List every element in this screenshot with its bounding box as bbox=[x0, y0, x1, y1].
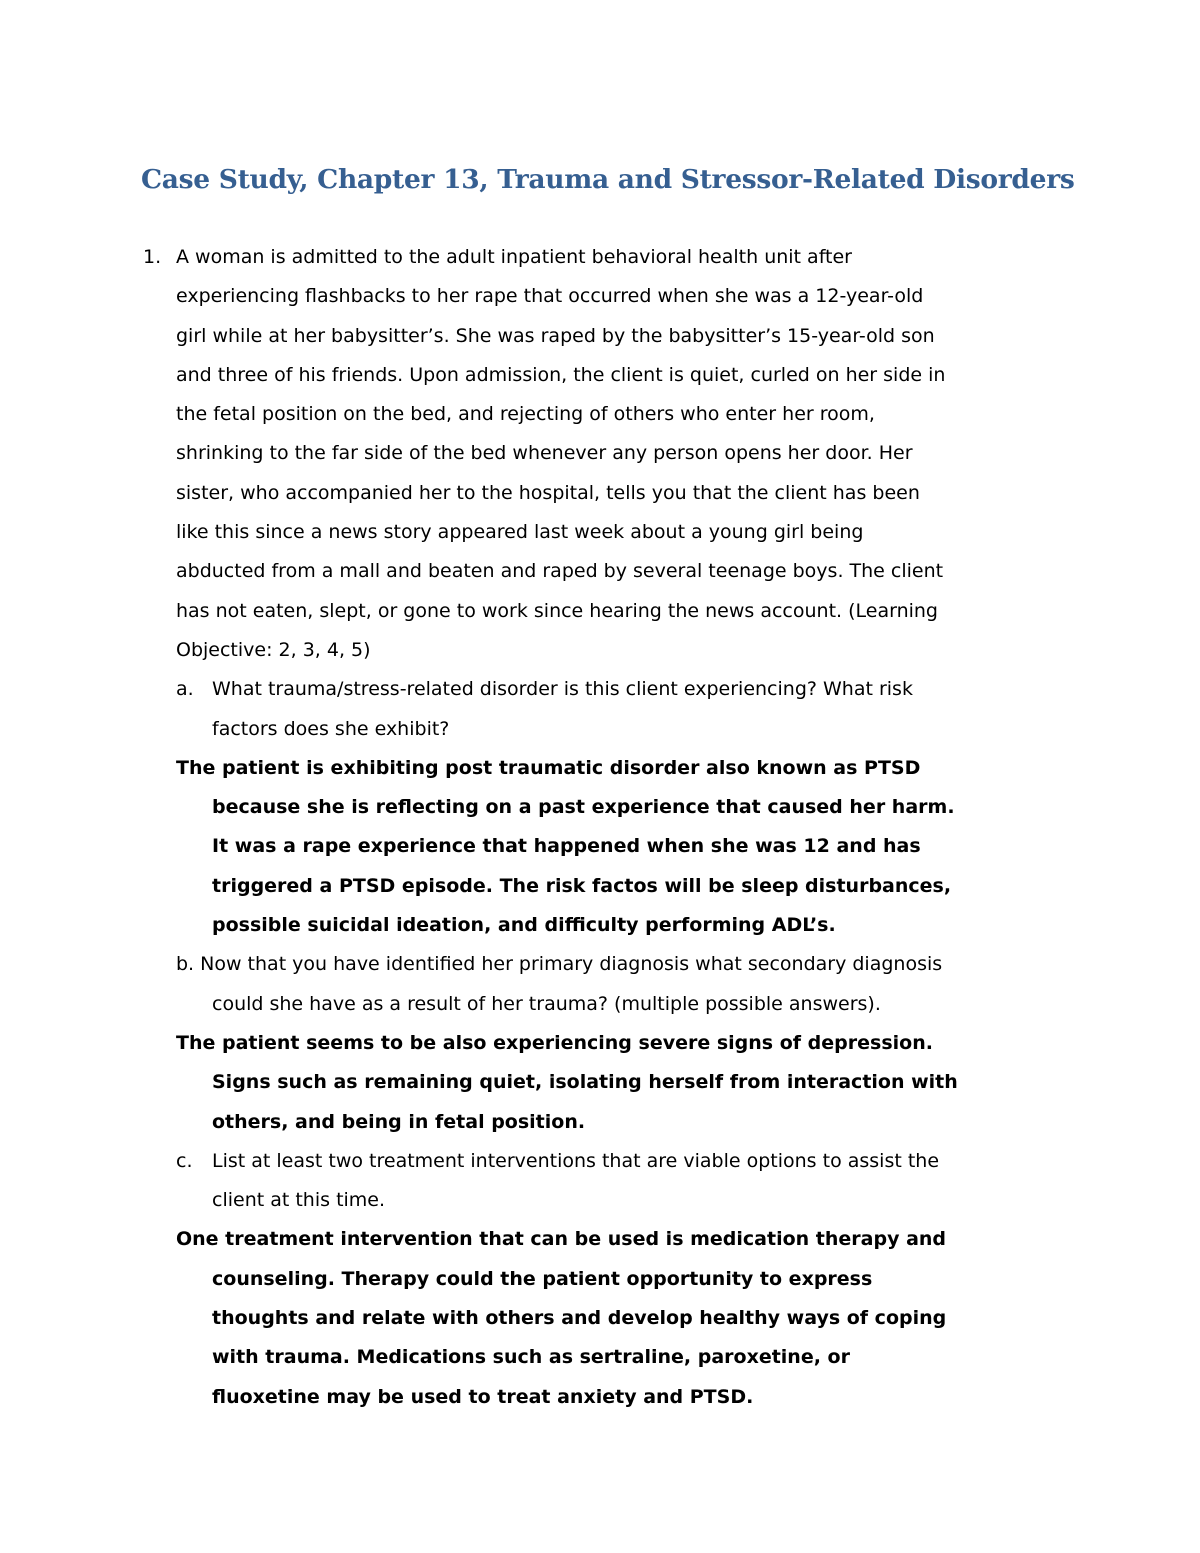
line-text: Signs such as remaining quiet, isolating herself from interaction with bbox=[212, 1071, 958, 1094]
line-text: like this since a news story appeared last week about a young girl being bbox=[176, 521, 864, 544]
page-title: Case Study, Chapter 13, Trauma and Stressor-Related Disorders bbox=[141, 164, 1075, 195]
line-text: fluoxetine may be used to treat anxiety and PTSD. bbox=[212, 1385, 754, 1408]
question-line bbox=[0, 238, 1200, 277]
question-block bbox=[0, 238, 1200, 670]
line-text: The patient seems to be also experiencing severe signs of depression. bbox=[176, 1031, 933, 1054]
line-text: the fetal position on the bed, and rejecting of others who enter her room, bbox=[176, 403, 875, 426]
question-line bbox=[0, 356, 1200, 395]
line-text: It was a rape experience that happened when she was 12 and has bbox=[212, 835, 921, 858]
line-text: client at this time. bbox=[212, 1189, 386, 1212]
question-line bbox=[0, 592, 1200, 631]
line-text: thoughts and relate with others and develop healthy ways of coping bbox=[212, 1307, 947, 1330]
line-text: What trauma/stress-related disorder is this client experiencing? What risk bbox=[212, 678, 913, 701]
sub-question-line bbox=[0, 710, 1200, 749]
answer-block bbox=[0, 1220, 1200, 1416]
line-text: counseling. Therapy could the patient opportunity to express bbox=[212, 1267, 873, 1290]
question-line bbox=[0, 474, 1200, 513]
line-text: and three of his friends. Upon admission, the client is quiet, curled on her side in bbox=[176, 363, 946, 386]
line-text: has not eaten, slept, or gone to work since hearing the news account. (Learning bbox=[176, 599, 938, 622]
answer-line bbox=[0, 1024, 1200, 1063]
list-marker: 1. bbox=[143, 246, 162, 268]
sub-question-block bbox=[0, 670, 1200, 749]
line-text: b. Now that you have identified her primary diagnosis what secondary diagnosis bbox=[176, 953, 943, 976]
line-text: The patient is exhibiting post traumatic disorder also known as PTSD bbox=[176, 756, 921, 779]
line-text: abducted from a mall and beaten and raped by several teenage boys. The client bbox=[176, 560, 944, 583]
question-line bbox=[0, 317, 1200, 356]
line-text: factors does she exhibit? bbox=[212, 717, 450, 740]
answer-line bbox=[0, 827, 1200, 866]
list-marker: c. bbox=[176, 1149, 193, 1172]
answer-line bbox=[0, 1378, 1200, 1417]
line-text: A woman is admitted to the adult inpatient behavioral health unit after bbox=[176, 246, 852, 268]
answer-line bbox=[0, 749, 1200, 788]
answer-line bbox=[0, 906, 1200, 945]
line-text: sister, who accompanied her to the hospital, tells you that the client has been bbox=[176, 481, 920, 504]
sub-question-line bbox=[0, 1142, 1200, 1181]
sub-question-line bbox=[0, 945, 1200, 984]
answer-block bbox=[0, 1024, 1200, 1142]
answer-line bbox=[0, 1103, 1200, 1142]
document-body bbox=[0, 238, 1200, 1417]
question-line bbox=[0, 434, 1200, 473]
line-text: triggered a PTSD episode. The risk factos will be sleep disturbances, bbox=[212, 874, 952, 897]
line-text: with trauma. Medications such as sertraline, paroxetine, or bbox=[212, 1346, 850, 1369]
line-text: could she have as a result of her trauma? (multiple possible answers). bbox=[212, 992, 881, 1015]
line-text: One treatment intervention that can be used is medication therapy and bbox=[176, 1228, 947, 1251]
sub-question-block bbox=[0, 1142, 1200, 1221]
line-text: girl while at her babysitter’s. She was raped by the babysitter’s 15-year-old son bbox=[176, 324, 935, 347]
sub-question-line bbox=[0, 985, 1200, 1024]
question-line bbox=[0, 513, 1200, 552]
answer-line bbox=[0, 1299, 1200, 1338]
line-text: because she is reflecting on a past experience that caused her harm. bbox=[212, 796, 955, 819]
line-text: shrinking to the far side of the bed whenever any person opens her door. Her bbox=[176, 442, 913, 465]
line-text: Objective: 2, 3, 4, 5) bbox=[176, 638, 371, 661]
question-line bbox=[0, 395, 1200, 434]
list-marker: a. bbox=[176, 678, 194, 701]
answer-line bbox=[0, 1260, 1200, 1299]
question-line bbox=[0, 552, 1200, 591]
question-line bbox=[0, 631, 1200, 670]
answer-line bbox=[0, 1063, 1200, 1102]
answer-line bbox=[0, 867, 1200, 906]
line-text: possible suicidal ideation, and difficulty performing ADL’s. bbox=[212, 914, 836, 937]
answer-line bbox=[0, 788, 1200, 827]
answer-line bbox=[0, 1338, 1200, 1377]
sub-question-line bbox=[0, 1181, 1200, 1220]
line-text: others, and being in fetal position. bbox=[212, 1110, 586, 1133]
sub-question-line bbox=[0, 670, 1200, 709]
line-text: List at least two treatment interventions that are viable options to assist the bbox=[212, 1149, 940, 1172]
sub-question-block bbox=[0, 945, 1200, 1024]
answer-line bbox=[0, 1220, 1200, 1259]
question-line bbox=[0, 277, 1200, 316]
answer-block bbox=[0, 749, 1200, 945]
line-text: experiencing flashbacks to her rape that occurred when she was a 12-year-old bbox=[176, 285, 924, 308]
